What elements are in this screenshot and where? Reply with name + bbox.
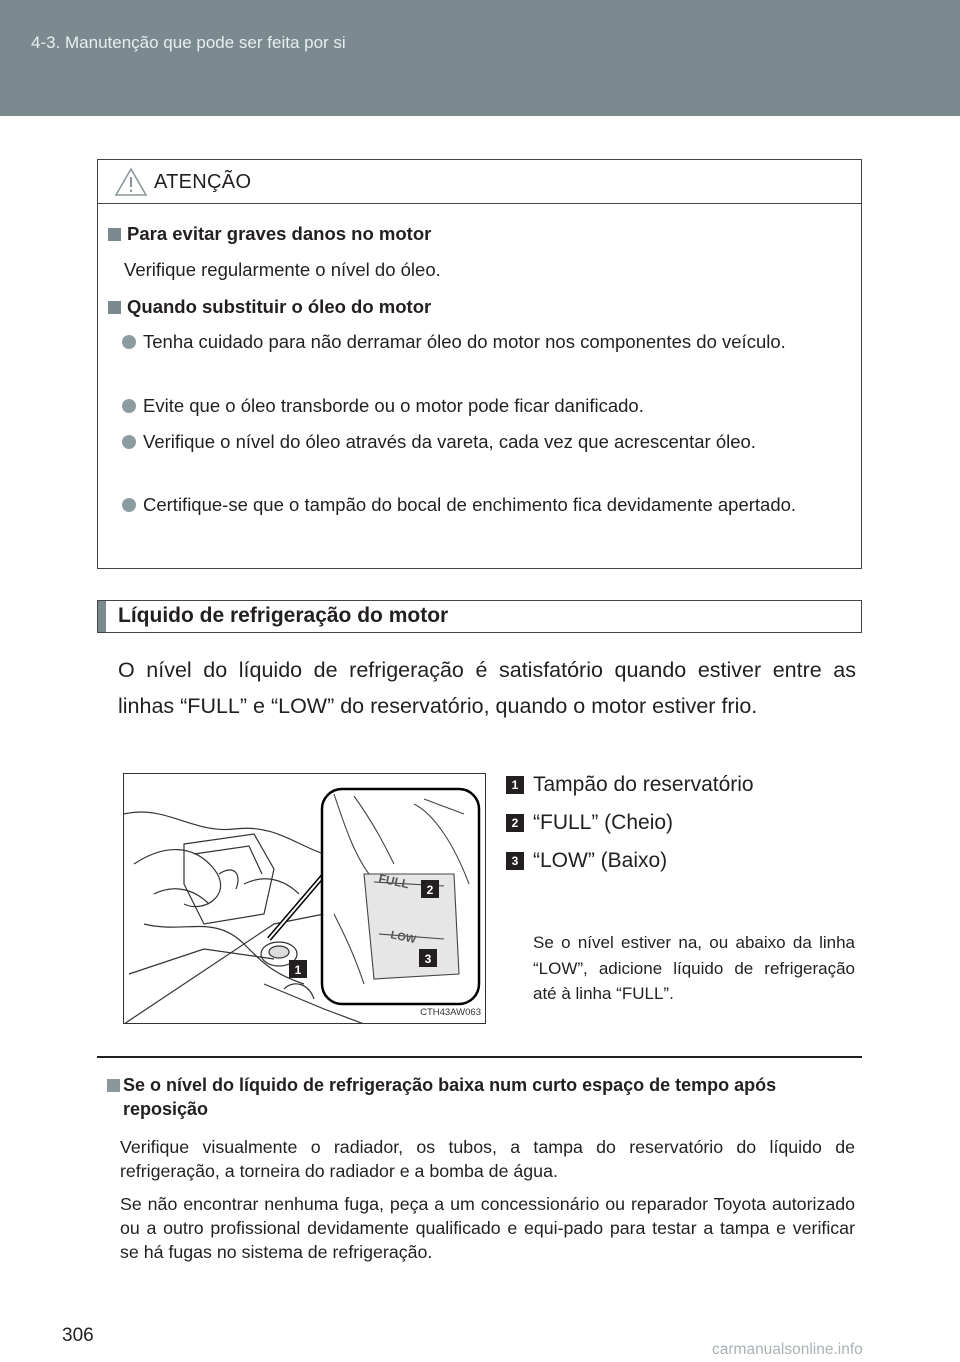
callout-2: 2 (426, 883, 434, 897)
callout-1: 1 (294, 963, 302, 977)
section-intro: O nível do líquido de refrigeração é satisfatório quando estiver entre as linhas “FULL” e “LOW” do reservatório, quando o motor estiver frio. (118, 658, 856, 718)
warning-bullet: Certifique-se que o tampão do bocal de enchimento fica devidamente apertado. (122, 491, 854, 519)
watermark: carmanualsonline.info (712, 1341, 863, 1358)
page-number: 306 (62, 1325, 94, 1346)
legend-item-2: 2 “FULL” (Cheio) (506, 811, 673, 835)
square-bullet-icon (107, 1079, 120, 1092)
legend-item-1: 1 Tampão do reservatório (506, 773, 754, 797)
tank-label-low: LOW (389, 929, 417, 947)
callout-3: 3 (424, 952, 432, 966)
coolant-note: Se o nível estiver na, ou abaixo da linha “LOW”, adicione líquido de refrigeração até à linha “FULL”. (533, 933, 855, 1003)
page-header (0, 0, 960, 116)
warning-bullet: Verifique o nível do óleo através da vareta, cada vez que acrescentar óleo. (122, 428, 854, 456)
subsection-heading: Se o nível do líquido de refrigeração baixa num curto espaço de tempo após reposição (107, 1074, 855, 1121)
section-title: Líquido de refrigeração do motor (118, 604, 449, 627)
legend-number: 2 (506, 814, 524, 832)
subsection-paragraph-1: Verifique visualmente o radiador, os tubos, a tampa do reservatório do líquido de refrigeração, a torneira do radiador e a bomba de água. (120, 1137, 855, 1181)
circle-bullet-icon (122, 498, 136, 512)
chapter-title: 4-3. Manutenção que pode ser feita por si (31, 33, 346, 52)
section-bar (98, 601, 106, 632)
circle-bullet-icon (122, 335, 136, 349)
warning-box (97, 159, 862, 569)
warning-bullet: Tenha cuidado para não derramar óleo do motor nos componentes do veículo. (122, 328, 854, 356)
engine-bay-illustration (124, 774, 486, 1024)
section-divider (97, 1056, 862, 1058)
warning-bullet: Evite que o óleo transborde ou o motor pode ficar danificado. (122, 392, 854, 420)
circle-bullet-icon (122, 435, 136, 449)
circle-bullet-icon (122, 399, 136, 413)
warning-heading-2: Quando substituir o óleo do motor (108, 296, 431, 318)
engine-coolant-figure (123, 773, 486, 1024)
warning-triangle-icon (114, 167, 148, 197)
warning-header (98, 160, 861, 204)
subsection-paragraph-2: Se não encontrar nenhuma fuga, peça a um concessionário ou reparador Toyota autorizado ou a outro profissional devidamente qualificado e equi-pado para testar a tampa e verificar se há fugas no sistema de refrigeração. (120, 1194, 855, 1262)
legend-item-3: 3 “LOW” (Baixo) (506, 849, 667, 873)
figure-code: CTH43AW063 (420, 1007, 481, 1018)
square-bullet-icon (108, 228, 121, 241)
legend-number: 1 (506, 776, 524, 794)
square-bullet-icon (108, 301, 121, 314)
warning-text-1: Verifique regularmente o nível do óleo. (124, 259, 441, 280)
legend-number: 3 (506, 852, 524, 870)
warning-heading-1: Para evitar graves danos no motor (108, 223, 431, 245)
warning-title: ATENÇÃO (154, 171, 252, 193)
tank-label-full: FULL (377, 871, 411, 892)
section-header (97, 600, 862, 633)
